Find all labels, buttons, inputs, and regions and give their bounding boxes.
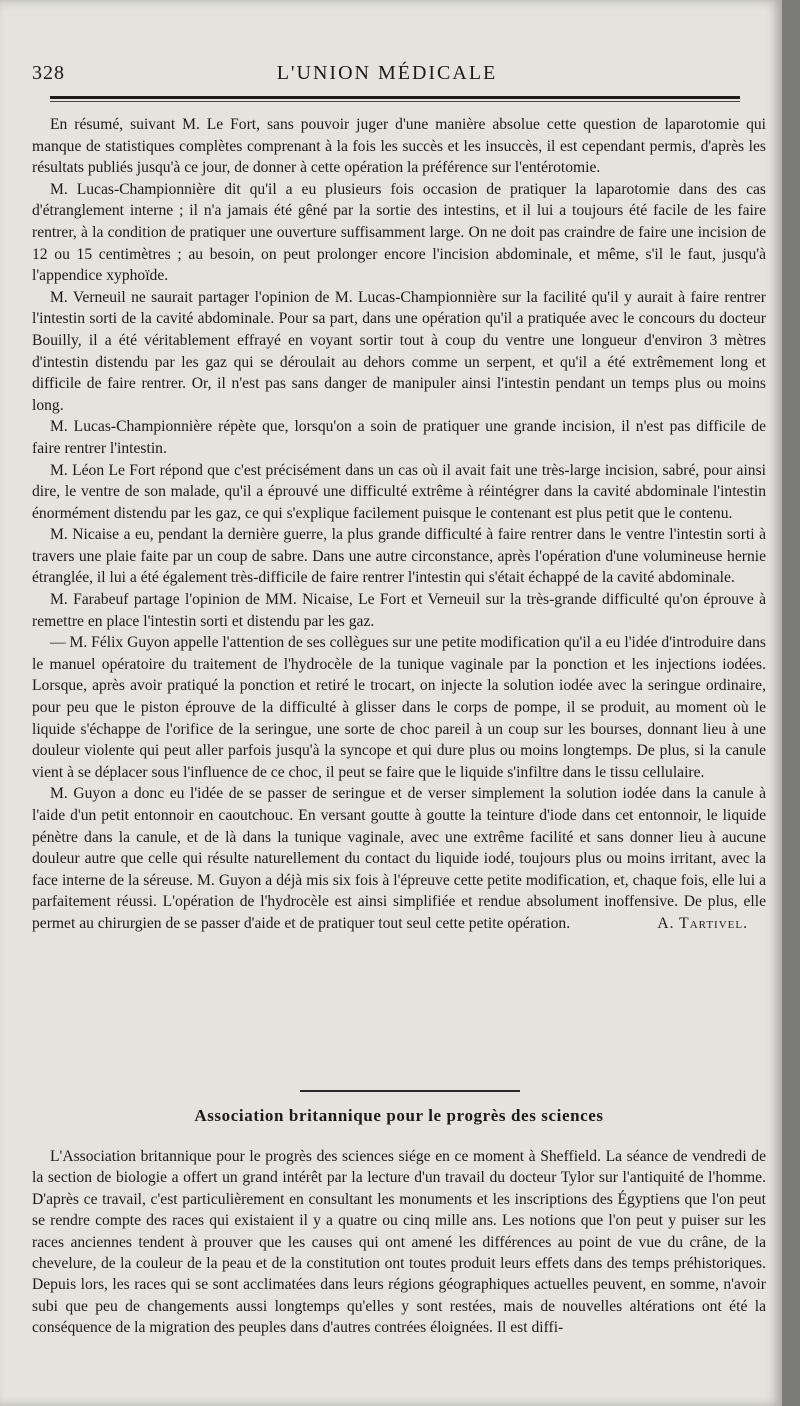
paragraph: M. Farabeuf partage l'opinion de MM. Nicaise, Le Fort et Verneuil sur la très-grande difficulté qu'on éprouve à remettre en place l'intestin sorti et distendu par les gaz.	[32, 591, 766, 630]
header-rule	[50, 96, 740, 99]
section-body	[32, 1146, 766, 1339]
paragraph: — M. Félix Guyon appelle l'attention de ses collègues sur une petite modification qu'il a eu l'idée d'introduire dans le manuel opératoire du traitement de l'hydrocèle de la tunique vaginale par la ponction et les injections iodées. Lorsque, après avoir pratiqué la ponction et retiré le trocart, on injecte la solution iodée avec la seringue ordinaire, pour peu que le piston éprouve de la difficulté à glisser dans le corps de pompe, il se produit, au moment où le liquide s'échappe de l'orifice de la seringue, une sorte de choc pareil à un coup sur les bourses, donnant lieu à une douleur violente qui peut aller parfois jusqu'à la syncope et qui dure plus ou moins longtemps. De plus, si la canule vient à se déplacer sous l'influence de ce choc, il peut se faire que le liquide s'infiltre dans le tissu cellulaire.	[32, 634, 766, 781]
section-title: Association britannique pour le progrès des sciences	[194, 1106, 604, 1125]
author-signature: A. Tartivel.	[657, 914, 748, 932]
section-divider	[300, 1090, 520, 1092]
paragraph: En résumé, suivant M. Le Fort, sans pouvoir juger d'une manière absolue cette question de laparotomie qui manque de statistiques complètes comprenant à la fois les succès et les insuccès, il est cependant permis, d'après les résultats publiés jusqu'à ce jour, de donner à cette opération la préférence sur l'entérotomie.	[32, 116, 766, 177]
paragraph: M. Guyon a donc eu l'idée de se passer de seringue et de verser simplement la solution iodée dans la canule à l'aide d'un petit entonnoir en caoutchouc. En versant goutte à goutte la teinture d'iode dans cet entonnoir, le liquide pénètre dans la canule, et de là dans la tunique vaginale, avec une extrême facilité et sans donner lieu à aucune douleur autre que celle qui résulte naturellement du contact du liquide iodé, toujours plus ou moins irritant, avec la face interne de la séreuse. M. Guyon a déjà mis six fois à l'épreuve cette petite modification, et, chaque fois, elle lui a parfaitement réussi. L'opération de l'hydrocèle est ainsi simplifiée et rendue absolument inoffensive. De plus, elle permet au chirurgien de se passer d'aide et de pratiquer tout seul cette petite opération.	[32, 785, 766, 932]
page-number: 328	[32, 62, 65, 84]
running-head: L'UNION MÉDICALE	[276, 62, 498, 84]
page-header	[32, 62, 742, 92]
paragraph-with-signature	[32, 783, 766, 934]
paragraph: L'Association britannique pour le progrès des sciences siége en ce moment à Sheffield. La séance de vendredi de la section de biologie a offert un grand intérêt par la lecture d'un travail du docteur Tylor sur l'antiquité de l'homme. D'après ce travail, c'est particulièrement en consultant les monuments et les inscriptions des Égyptiens que l'on peut se rendre compte des races qui existaient il y a quatre ou cinq mille ans. Les notions que l'on peut y puiser sur les races anciennes tendent à prouver que les causes qui ont amené les différences au point de vue du crâne, de la chevelure, de la couleur de la peau et de la constitution ont toutes produit leurs effets dans des temps préhistoriques. Depuis lors, les races qui se sont acclimatées dans leurs régions géographiques actuelles peuvent, en somme, n'avoir subi que peu de changements aussi longtemps qu'elles y sont restées, mais de nouvelles altérations ont été la conséquence de la migration des peuples dans d'autres contrées éloignées. Il est diffi-	[32, 1148, 766, 1337]
paragraph: M. Verneuil ne saurait partager l'opinion de M. Lucas-Championnière sur la facilité qu'il y aurait à faire rentrer l'intestin sorti de la cavité abdominale. Pour sa part, dans une opération qu'il a pratiquée avec le concours du docteur Bouilly, il a été véritablement effrayé en voyant sortir tout à coup du ventre une longueur d'environ 3 mètres d'intestin distendu par les gaz qui se déroulait au dehors comme un serpent, et qu'il a été extrêmement long et difficile de faire rentrer. Or, il n'est pas sans danger de manipuler ainsi l'intestin pendant un temps plus ou moins long.	[32, 288, 766, 414]
header-rule-thin	[50, 101, 740, 102]
paragraph: M. Léon Le Fort répond que c'est précisément dans un cas où il avait fait une très-large incision, sabré, pour ainsi dire, le ventre de son malade, qu'il a éprouvé une difficulté extrême à réintégrer dans la cavité abdominale l'intestin énormément distendu par les gaz, ce qui s'explique facilement puisque le contenant est plus petit que le contenu.	[32, 461, 766, 522]
paragraph: M. Lucas-Championnière dit qu'il a eu plusieurs fois occasion de pratiquer la laparotomie dans des cas d'étranglement interne ; il n'a jamais été gêné par la sortie des intestins, et il lui a toujours été facile de les faire rentrer, à la condition de pratiquer une ouverture suffisamment large. On ne doit pas craindre de faire une incision de 12 ou 15 centimètres ; au besoin, on peut prolonger encore l'incision abdominale, et même, s'il le faut, jusqu'à l'appendice xyphoïde.	[32, 180, 766, 285]
paragraph: M. Lucas-Championnière répète que, lorsqu'on a soin de pratiquer une grande incision, il n'est pas difficile de faire rentrer l'intestin.	[32, 418, 766, 457]
article-body	[32, 114, 766, 935]
paragraph: M. Nicaise a eu, pendant la dernière guerre, la plus grande difficulté à faire rentrer dans le ventre l'intestin sorti à travers une plaie faite par un coup de sabre. Dans une autre circonstance, après l'opération d'une volumineuse hernie étranglée, il lui a été également très-difficile de faire rentrer l'intestin qui s'était échappé de la cavité abdominale.	[32, 526, 766, 587]
